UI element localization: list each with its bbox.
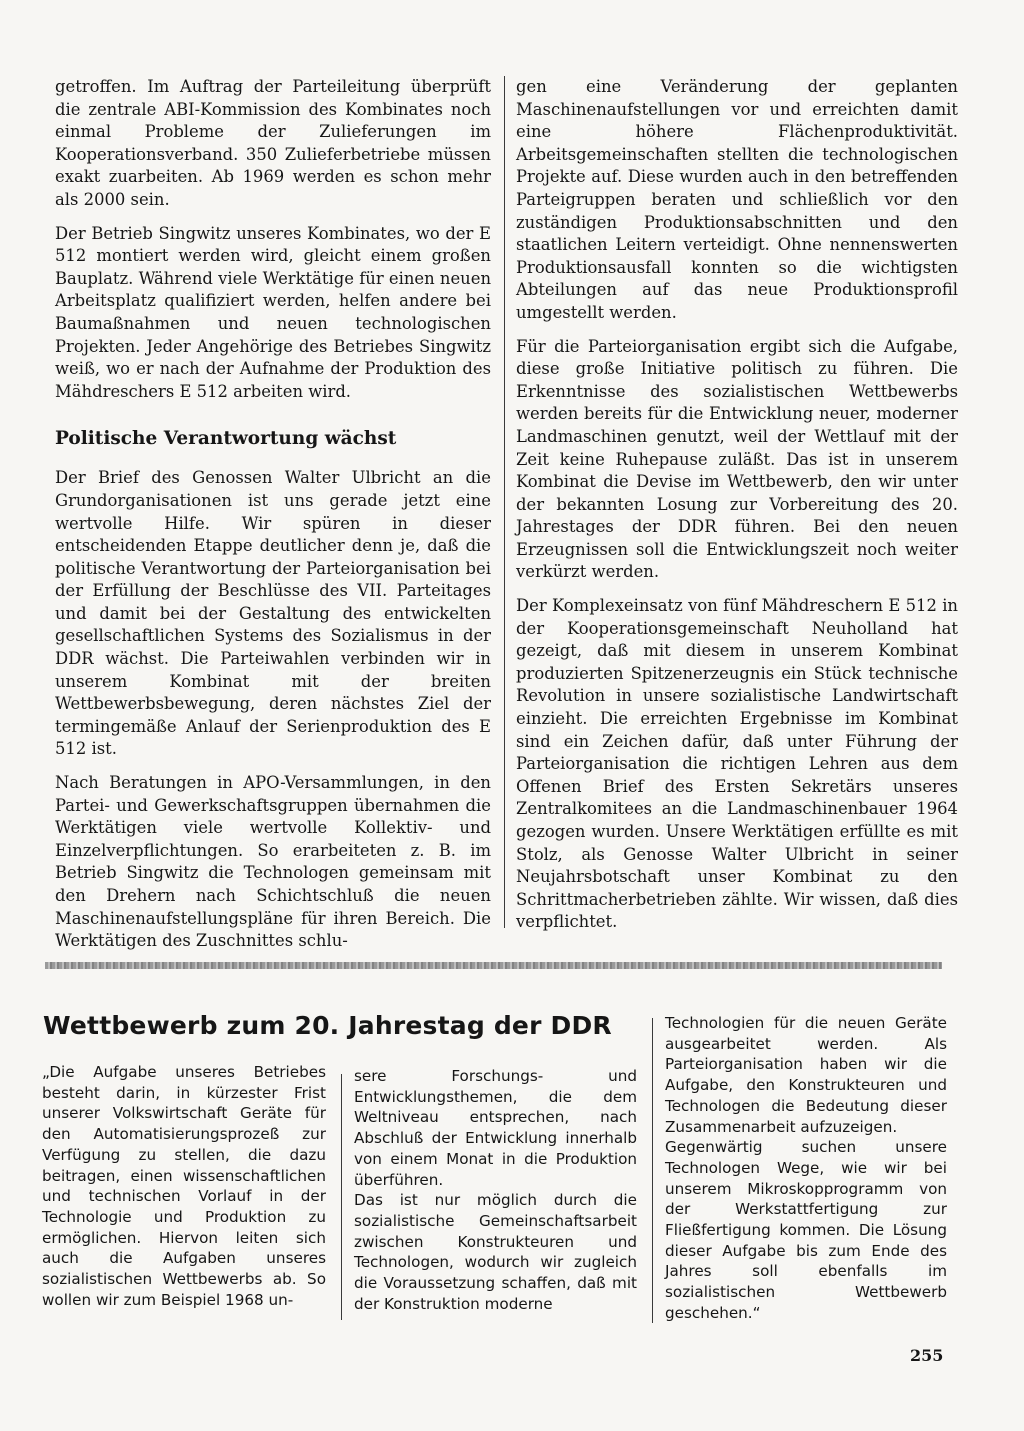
- paragraph: Der Brief des Genossen Walter Ulbricht an die Grundorganisationen ist uns gerade jetzt eine wertvolle Hilfe. Wir spüren in dieser entscheidenden Etappe deutlicher denn je, daß die politische Verantwortung der Parteiorganisation bei der Erfüllung der Beschlüsse des VII. Parteitages und damit bei der Gestaltung des entwickelten gesellschaftlichen Systems des Sozialismus in der DDR wächst. Die Parteiwahlen verbinden wir in unserem Kombinat mit der breiten Wettbewerbsbewegung, deren nächstes Ziel der termingemäße Anlauf der Serienproduktion des E 512 ist.: [55, 468, 491, 759]
- section-heading: Politische Verantwortung wächst: [55, 428, 397, 450]
- section-separator: [45, 962, 942, 969]
- paragraph: getroffen. Im Auftrag der Parteileitung überprüft die zentrale ABI-Kommission des Kombinates noch einmal Probleme der Zulieferungen im Kooperationsverband. 350 Zulieferbetriebe müssen exakt zuarbeiten. Ab 1969 werden es schon mehr als 2000 sein.: [55, 77, 491, 209]
- box-column-2: [354, 1066, 637, 1314]
- paragraph: Der Komplexeinsatz von fünf Mähdreschern E 512 in der Kooperationsgemeinschaft Neuholland hat gezeigt, daß mit diesem in unserem Kombinat produzierten Spitzenerzeugnis ein Stück technische Revolution in unsere sozialistische Landwirtschaft einzieht. Die erreichten Ergebnisse im Kombinat sind ein Zeichen dafür, daß unter Führung der Parteiorganisation die richtigen Lehren aus dem Offenen Brief des Ersten Sekretärs unseres Zentralkomitees an die Landmaschinenbauer 1964 gezogen wurden. Unsere Werktätigen erfüllte es mit Stolz, als Genosse Walter Ulbricht in seiner Neujahrsbotschaft unser Kombinat zu den Schrittmacherbetrieben zählte. Wir wissen, daß dies verpflichtet.: [516, 596, 958, 932]
- article-column-right: [516, 76, 958, 945]
- paragraph: sere Forschungs- und Entwicklungsthemen, die dem Weltniveau entsprechen, nach Abschluß der Entwicklung innerhalb von einem Monat in die Produktion überführen.: [354, 1067, 637, 1189]
- box-title: Wettbewerb zum 20. Jahrestag der DDR: [43, 1011, 612, 1040]
- paragraph: „Die Aufgabe unseres Betriebes besteht darin, in kürzester Frist unserer Volkswirtschaft Geräte für den Automatisierungsprozeß zur Verfügung zu stellen, die dazu beitragen, einen wissenschaftlichen und technischen Vorlauf in der Technologie und Produktion zu ermöglichen. Hiervon leiten sich auch die Aufgaben unseres sozialistischen Wettbewerbs ab. So wollen wir zum Beispiel 1968 un-: [42, 1063, 326, 1309]
- paragraph: Der Betrieb Singwitz unseres Kombinates, wo der E 512 montiert werden wird, gleicht einem großen Bauplatz. Während viele Werktätige für einen neuen Arbeitsplatz qualifiziert werden, helfen andere bei Baumaßnahmen und neuen technologischen Projekten. Jeder Angehörige des Betriebes Singwitz weiß, wo er nach der Aufnahme der Produktion des Mähdreschers E 512 arbeiten wird.: [55, 223, 491, 401]
- paragraph: Das ist nur möglich durch die sozialistische Gemeinschaftsarbeit zwischen Konstrukteuren und Technologen, wodurch wir zugleich die Voraussetzung schaffen, daß mit der Konstruktion moderne: [354, 1191, 637, 1313]
- column-divider: [341, 1074, 342, 1320]
- box-column-1: [42, 1062, 326, 1310]
- paragraph: Gegenwärtig suchen unsere Technologen Wege, wie wir bei unserem Mikroskopprogramm von der Werkstattfertigung zur Fließfertigung kommen. Die Lösung dieser Aufgabe bis zum Ende des Jahres soll ebenfalls im sozialistischen Wettbewerb geschehen.“: [665, 1138, 947, 1322]
- paragraph: Nach Beratungen in APO-Versammlungen, in den Partei- und Gewerkschaftsgruppen übernahmen die Werktätigen viele wertvolle Kollektiv- und Einzelverpflichtungen. So erarbeiteten z. B. im Betrieb Singwitz die Technologen gemeinsam mit den Drehern nach Schichtschluß die neuen Maschinenaufstellungspläne für ihren Bereich. Die Werktätigen des Zuschnittes schlu-: [55, 773, 491, 951]
- page-number: 255: [910, 1346, 944, 1365]
- paragraph: Technologien für die neuen Geräte ausgearbeitet werden. Als Parteiorganisation haben wir die Aufgabe, den Konstrukteuren und Technologen die Bedeutung dieser Zusammenarbeit aufzuzeigen.: [665, 1014, 947, 1136]
- paragraph: gen eine Veränderung der geplanten Maschinenaufstellungen vor und erreichten damit eine höhere Flächenproduktivität. Arbeitsgemeinschaften stellten die technologischen Projekte auf. Diese wurden auch in den betreffenden Parteigruppen beraten und schließlich vor den zuständigen Produktionsabschnitten und den staatlichen Leitern verteidigt. Ohne nennenswerten Produktionsausfall konnten so die wichtigsten Abteilungen auf das neue Produktionsprofil umgestellt werden.: [516, 77, 958, 322]
- box-column-3: [665, 1013, 947, 1324]
- article-column-left: [55, 76, 491, 964]
- paragraph: Für die Parteiorganisation ergibt sich die Aufgabe, diese große Initiative politisch zu führen. Die Erkenntnisse des sozialistischen Wettbewerbs werden bereits für die Entwicklung neuer, moderner Landmaschinen genutzt, weil der Wettlauf mit der Zeit keine Ruhepause zuläßt. Das ist in unserem Kombinat die Devise im Wettbewerb, den wir unter der bekannten Losung zur Vorbereitung des 20. Jahrestages der DDR führen. Bei den neuen Erzeugnissen soll die Entwicklungszeit noch weiter verkürzt werden.: [516, 336, 958, 582]
- column-divider: [504, 76, 505, 928]
- column-divider: [652, 1018, 653, 1323]
